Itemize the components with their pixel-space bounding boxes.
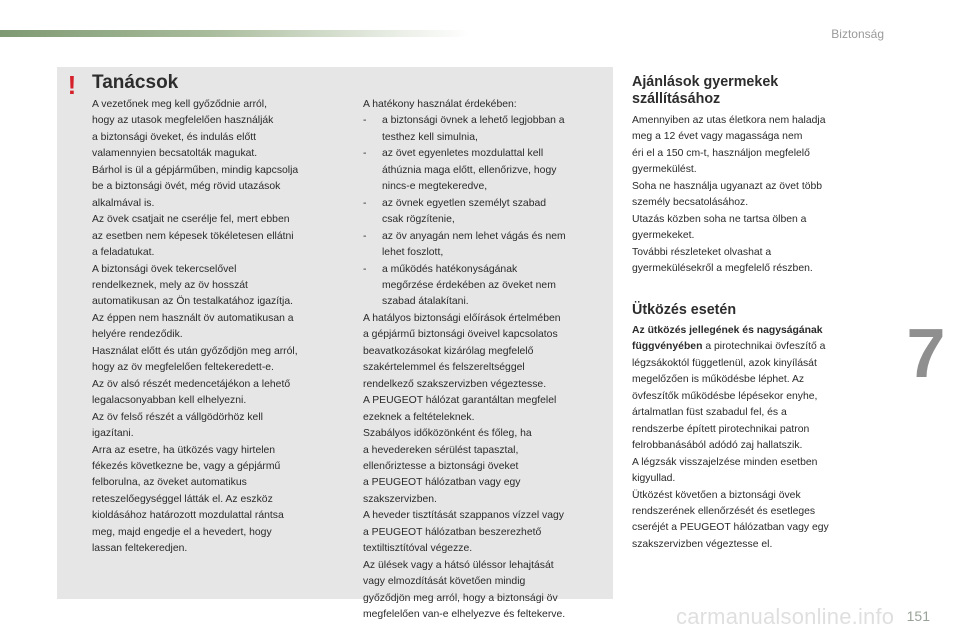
bullet-dash: -: [363, 263, 367, 275]
collision-text: a pirotechnikai övfeszítő a légzsákoktól függetlenül, azok kinyílását megelőzően is működésbe léphet. Az övfeszítők működésbe lépésekor enyhe, ártalmatlan füst szabadul fel, és a rendszerbe épített pirotechnikai patron felrobbanásából adódó zaj hallatszik. A légzsák visszajelzése minden esetben kigyullad. Ütközést követően a biztonsági övek rendszerének ellenőrzését és esetleges cseréjét a PEUGEOT hálózatban vagy egy szakszervizben végeztesse el.: [632, 341, 829, 550]
bullet-dash: -: [363, 148, 367, 160]
bullet-text: az öv anyagán nem lehet vágás és nem lehet foszlott,: [382, 230, 566, 259]
bullet-dash: -: [363, 115, 367, 127]
advice-bullet-list: [363, 113, 611, 310]
section-header: Biztonság: [831, 27, 884, 41]
top-accent-bar: [0, 30, 470, 37]
list-item: [363, 262, 611, 311]
list-item: [363, 146, 611, 195]
bullet-text: az övnek egyetlen személyt szabad csak rögzítenie,: [382, 197, 547, 226]
bullet-dash: -: [363, 230, 367, 242]
bullet-dash: -: [363, 197, 367, 209]
bullet-text: a biztonsági övnek a lehető legjobban a testhez kell simulnia,: [382, 115, 565, 143]
collision-section-title: Ütközés esetén: [632, 302, 737, 318]
advice-column-1: A vezetőnek meg kell győződnie arról, hogy az utasok megfelelően használják a biztonsági öveket, és indulás előtt valamennyien becsatolták magukat. Bárhol is ül a gépjárműben, mindig kapcsolja be a biztonsági övét, még rövid utazások alkalmával is. Az övek csatjait ne cserélje fel, mert ebben az esetben nem képesek tökéletesen ellátni a feladatukat. A biztonsági övek tekercselővel rendelkeznek, mely az öv hosszát automatikusan az Ön testalkatához igazítja. Az éppen nem használt öv automatikusan a helyére rendeződik. Használat előtt és után győződjön meg arról, hogy az öv megfelelően feltekeredett-e. Az öv alsó részét medencetájékon a lehető legalacsonyabban kell elhelyezni. Az öv felső részét a vállgödörhöz kell igazítani. Arra az esetre, ha ütközés vagy hirtelen fékezés következne be, vagy a gépjármű felborulna, az öveket automatikus reteszelőegységgel látták el. Az eszköz kioldásához határozott mozdulattal rántsa meg, majd engedje el a hevedert, hogy lassan feltekeredjen.: [92, 99, 299, 555]
chapter-number: 7: [906, 314, 946, 392]
page-number: 151: [906, 608, 930, 624]
list-item: [363, 196, 611, 229]
advice-column-2-text: A hatályos biztonsági előírások értelmében a gépjármű biztonsági öveivel kapcsolatos beavatkozásokat kizárólag megfelelő szakértelemmel és felszereltséggel rendelkező szakszervizben végeztesse. A PEUGEOT hálózat garantáltan megfelel ezeknek a feltételeknek. Szabályos időközönként és főleg, ha a hevedereken sérülést tapasztal, ellenőriztesse a biztonsági öveket a PEUGEOT hálózatban vagy egy szakszervizben. A heveder tisztítását szappanos vízzel vagy a PEUGEOT hálózatban beszerezhető textiltisztítóval végezze. Az ülések vagy a hátsó üléssor lehajtását vagy elmozdítását követően mindig győződjön meg arról, hogy a biztonsági öv megfelelően van-e elhelyezve és feltekerve.: [363, 312, 566, 621]
children-section-text: Amennyiben az utas életkora nem haladja meg a 12 évet vagy magassága nem éri el a 150 cm-t, használjon megfelelő gyermekülést. Soha ne használja ugyanazt az övet több személy becsatolásához. Utazás közben soha ne tartsa ölben a gyermekeket. További részleteket olvashat a gyermekülésekről a megfelelő részben.: [632, 115, 826, 275]
collision-bold-lead: Az ütközés jellegének és nagyságának függvényében: [632, 325, 823, 353]
watermark: carmanualsonline.info: [676, 604, 895, 629]
exclamation-icon: !: [67, 70, 77, 100]
list-item: [363, 229, 611, 262]
list-item: [363, 113, 611, 146]
bullet-text: az övet egyenletes mozdulattal kell áthúznia maga előtt, ellenőrizve, hogy nincs-e megtekeredve,: [382, 148, 557, 193]
advice-column-2: [363, 97, 611, 624]
collision-section-text: [632, 323, 870, 553]
children-section-title: Ajánlások gyermekek szállításához: [632, 74, 779, 107]
bullet-text: a működés hatékonyságának megőrzése érdekében az öveket nem szabad átalakítani.: [382, 263, 556, 308]
advice-title: Tanácsok: [92, 72, 179, 93]
advice-intro: A hatékony használat érdekében:: [363, 99, 517, 110]
